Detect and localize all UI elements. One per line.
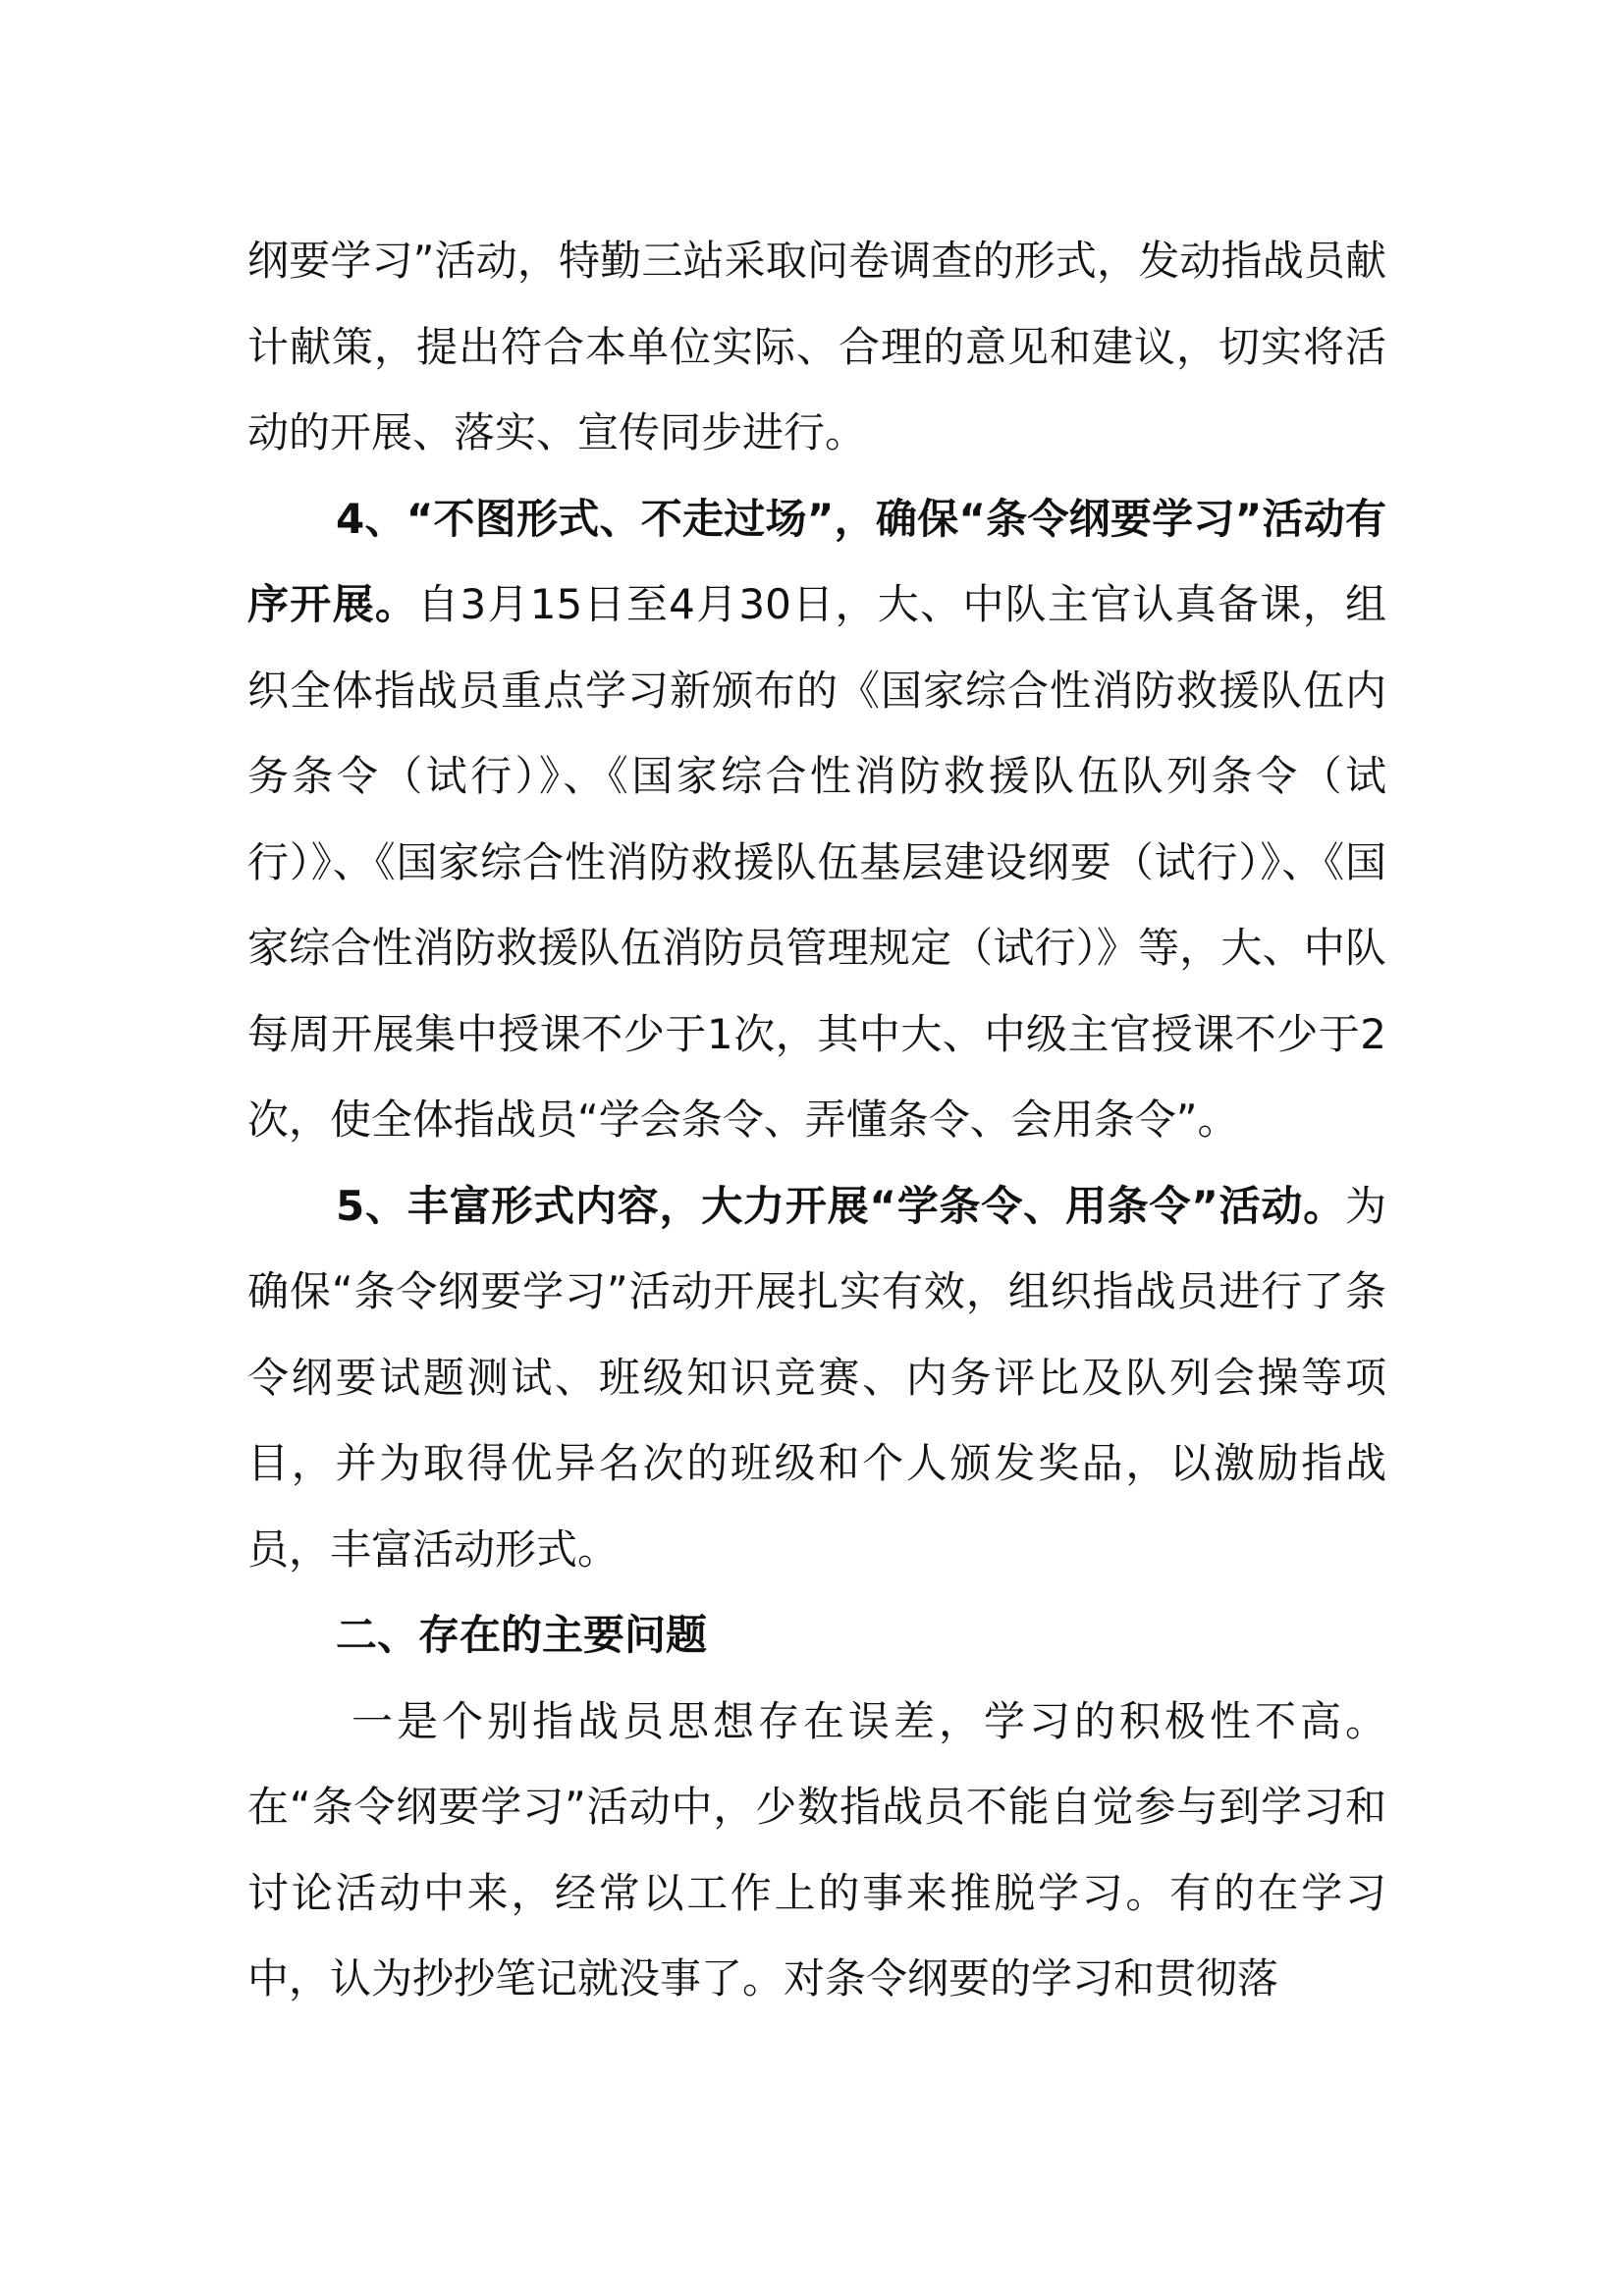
document-body <box>247 218 1386 2022</box>
paragraph-item-4 <box>247 476 1386 1163</box>
paragraph-item-4-text: 自3月15日至4月30日，大、中队主官认真备课，组织全体指战员重点学习新颁布的《国家综合性消防救援队伍内务条令（试行）》、《国家综合性消防救援队伍队列条令（试行）》、《国家综合性消防救援队伍基层建设纲要（试行）》、《国家综合性消防救援队伍消防员管理规定（试行）》等，大、中队每周开展集中授课不少于1次，其中大、中级主官授课不少于2次，使全体指战员“学会条令、弄懂条令、会用条令”。 <box>247 580 1386 1144</box>
section-heading: 二、存在的主要问题 <box>336 1611 708 1659</box>
paragraph-item-4-lead: 4、“不图形式、不走过场”，确保“条令纲要学习”活动有序开展。 <box>247 494 1386 628</box>
paragraph-item-5-lead: 5、丰富形式内容，大力开展“学条令、用条令”活动。 <box>336 1181 1345 1230</box>
paragraph-item-5-text: 为确保“条令纲要学习”活动开展扎实有效，组织指战员进行了条令纲要试题测试、班级知识竞赛、内务评比及队列会操等项目，并为取得优异名次的班级和个人颁发奖品，以激励指战员，丰富活动形式。 <box>247 1181 1386 1574</box>
paragraph-problem-1: 一是个别指战员思想存在误差，学习的积极性不高。在“条令纲要学习”活动中，少数指战员不能自觉参与到学习和讨论活动中来，经常以工作上的事来推脱学习。有的在学习中，认为抄抄笔记就没事了。对条令纲要的学习和贯彻落 <box>247 1696 1386 2002</box>
paragraph-continuation: 纲要学习”活动，特勤三站采取问卷调查的形式，发动指战员献计献策，提出符合本单位实际、合理的意见和建议，切实将活动的开展、落实、宣传同步进行。 <box>247 237 1386 456</box>
paragraph-item-5 <box>247 1163 1386 1593</box>
